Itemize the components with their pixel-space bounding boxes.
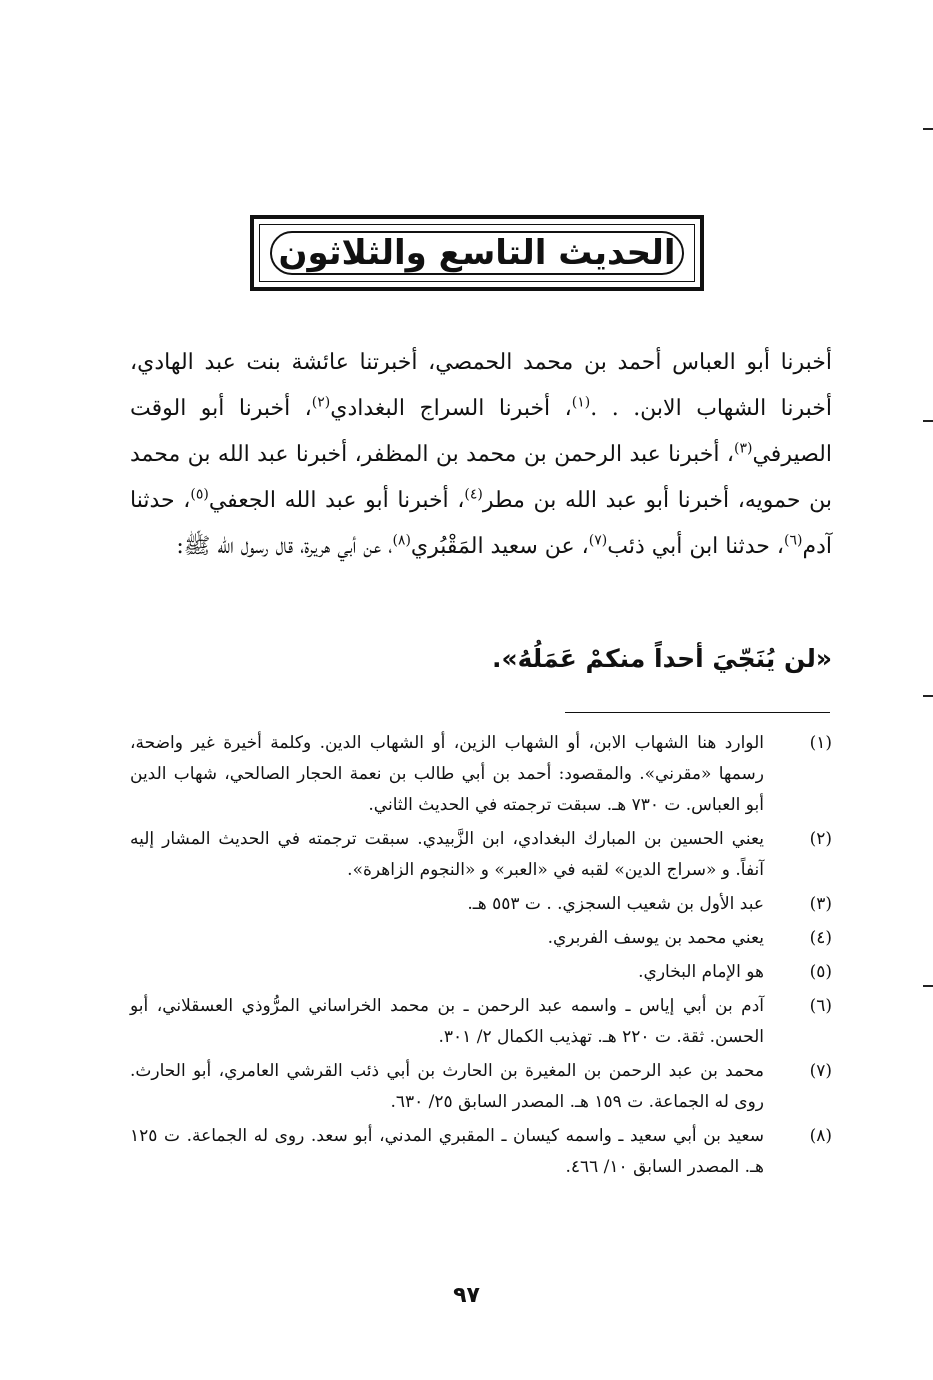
body-text-segment: ، حدثنا ابن أبي ذئب: [607, 534, 784, 559]
footnote-ref[interactable]: (٧): [588, 532, 608, 549]
body-text-segment: ، حدثنا آدم: [130, 488, 832, 559]
body-text-segment: ، عن سعيد المَقْبُري: [410, 534, 589, 559]
footnote-item: [130, 889, 832, 920]
body-text-segment: ، أخبرنا أبو الوقت الصيرفي: [130, 396, 832, 467]
footnote-number: (٨): [809, 1126, 832, 1146]
footnote-ref[interactable]: (٣): [734, 440, 753, 457]
footnote-text: الوارد هنا الشهاب الابن، أو الشهاب الزين، أو الشهاب الدين. وكلمة أخيرة غير واضحة، رسمها «مقرني». والمقصود: أحمد بن أبي طالب بن نعمة الحجار الصالحي، شهاب الدين أبو العباس. ت ٧٣٠ هـ. سبقت ترجمته في الحديث الثاني.: [130, 733, 764, 815]
margin-mark: [923, 985, 933, 987]
margin-mark: [923, 420, 933, 422]
footnote-ref[interactable]: (٢): [311, 394, 331, 411]
footnote-item: [130, 923, 832, 954]
footnote-item: [130, 991, 832, 1053]
footnote-text: آدم بن أبي إياس ـ واسمه عبد الرحمن ـ بن محمد الخراساني المرُّوذي العسقلاني، أبو الحسن. ثقة. ت ٢٢٠ هـ. تهذيب الكمال ٢/ ٣٠١.: [130, 996, 764, 1047]
margin-mark: [923, 128, 933, 130]
title-frame: [250, 215, 704, 291]
body-text-segment: ، عن أبي هريرة، قال رسول الله ﷺ:: [176, 534, 393, 559]
hadith-text: «لن يُنَجّيَ أحداً منكمْ عَمَلُهُ».: [491, 644, 832, 673]
page-number: ٩٧: [453, 1283, 480, 1308]
footnote-ref[interactable]: (٦): [784, 532, 803, 549]
footnote-text: سعيد بن أبي سعيد ـ واسمه كيسان ـ المقبري المدني، أبو سعد. روى له الجماعة. ت ١٢٥ هـ. المصدر السابق ١٠/ ٤٦٦.: [130, 1126, 764, 1177]
footnote-ref[interactable]: (٤): [464, 486, 483, 503]
footnote-text: محمد بن عبد الرحمن بن المغيرة بن الحارث بن أبي ذئب القرشي العامري، أبو الحارث. روى له الجماعة. ت ١٥٩ هـ. المصدر السابق ٢٥/ ٦٣٠.: [130, 1061, 764, 1112]
footnote-ref[interactable]: (٥): [190, 486, 209, 503]
footnote-number: (١): [809, 733, 832, 753]
footnote-number: (٧): [809, 1061, 832, 1081]
footnote-number: (٤): [809, 928, 832, 948]
footnote-ref[interactable]: (٨): [392, 532, 411, 549]
footnote-number: (٦): [809, 996, 832, 1016]
isnad-paragraph: [130, 340, 832, 570]
body-text-segment: أخبرنا أبو العباس أحمد بن محمد الحمصي، أخبرتنا عائشة بنت عبد الهادي، أخبرنا الشهاب الابن. . .: [130, 350, 832, 421]
footnote-item: [130, 728, 832, 821]
chapter-title: الحديث التاسع والثلاثون: [278, 233, 676, 273]
footnote-text: عبد الأول بن شعيب السجزي. . ت ٥٥٣ هـ.: [467, 894, 764, 914]
title-pill: [270, 231, 684, 275]
footnote-number: (٢): [809, 829, 832, 849]
footnote-number: (٣): [809, 894, 832, 914]
body-text-segment: ، أخبرنا السراج البغدادي: [330, 396, 572, 421]
footnote-text: يعني الحسين بن المبارك البغدادي، ابن الزَّبيدي. سبقت ترجمته في الحديث المشار إليه آنفاً. و «سراج الدين» لقبه في «العبر» و «النجوم الزاهرة».: [130, 829, 764, 880]
footnote-number: (٥): [809, 962, 832, 982]
footnote-ref[interactable]: (١): [571, 394, 591, 411]
footnote-text: هو الإمام البخاري.: [638, 962, 764, 982]
footnote-text: يعني محمد بن يوسف الفربري.: [547, 928, 764, 948]
footnote-item: [130, 1121, 832, 1183]
footnote-item: [130, 824, 832, 886]
footnotes: [130, 728, 832, 1186]
footnote-item: [130, 957, 832, 988]
footnote-item: [130, 1056, 832, 1118]
body-text-segment: ، أخبرنا عبد الرحمن بن محمد بن المظفر، أخبرنا عبد الله بن محمد بن حمويه، أخبرنا أبو عبد الله بن مطر: [130, 442, 832, 513]
footnote-separator: [565, 712, 830, 713]
margin-mark: [923, 695, 933, 697]
body-text-segment: ، أخبرنا أبو عبد الله الجعفي: [208, 488, 465, 513]
